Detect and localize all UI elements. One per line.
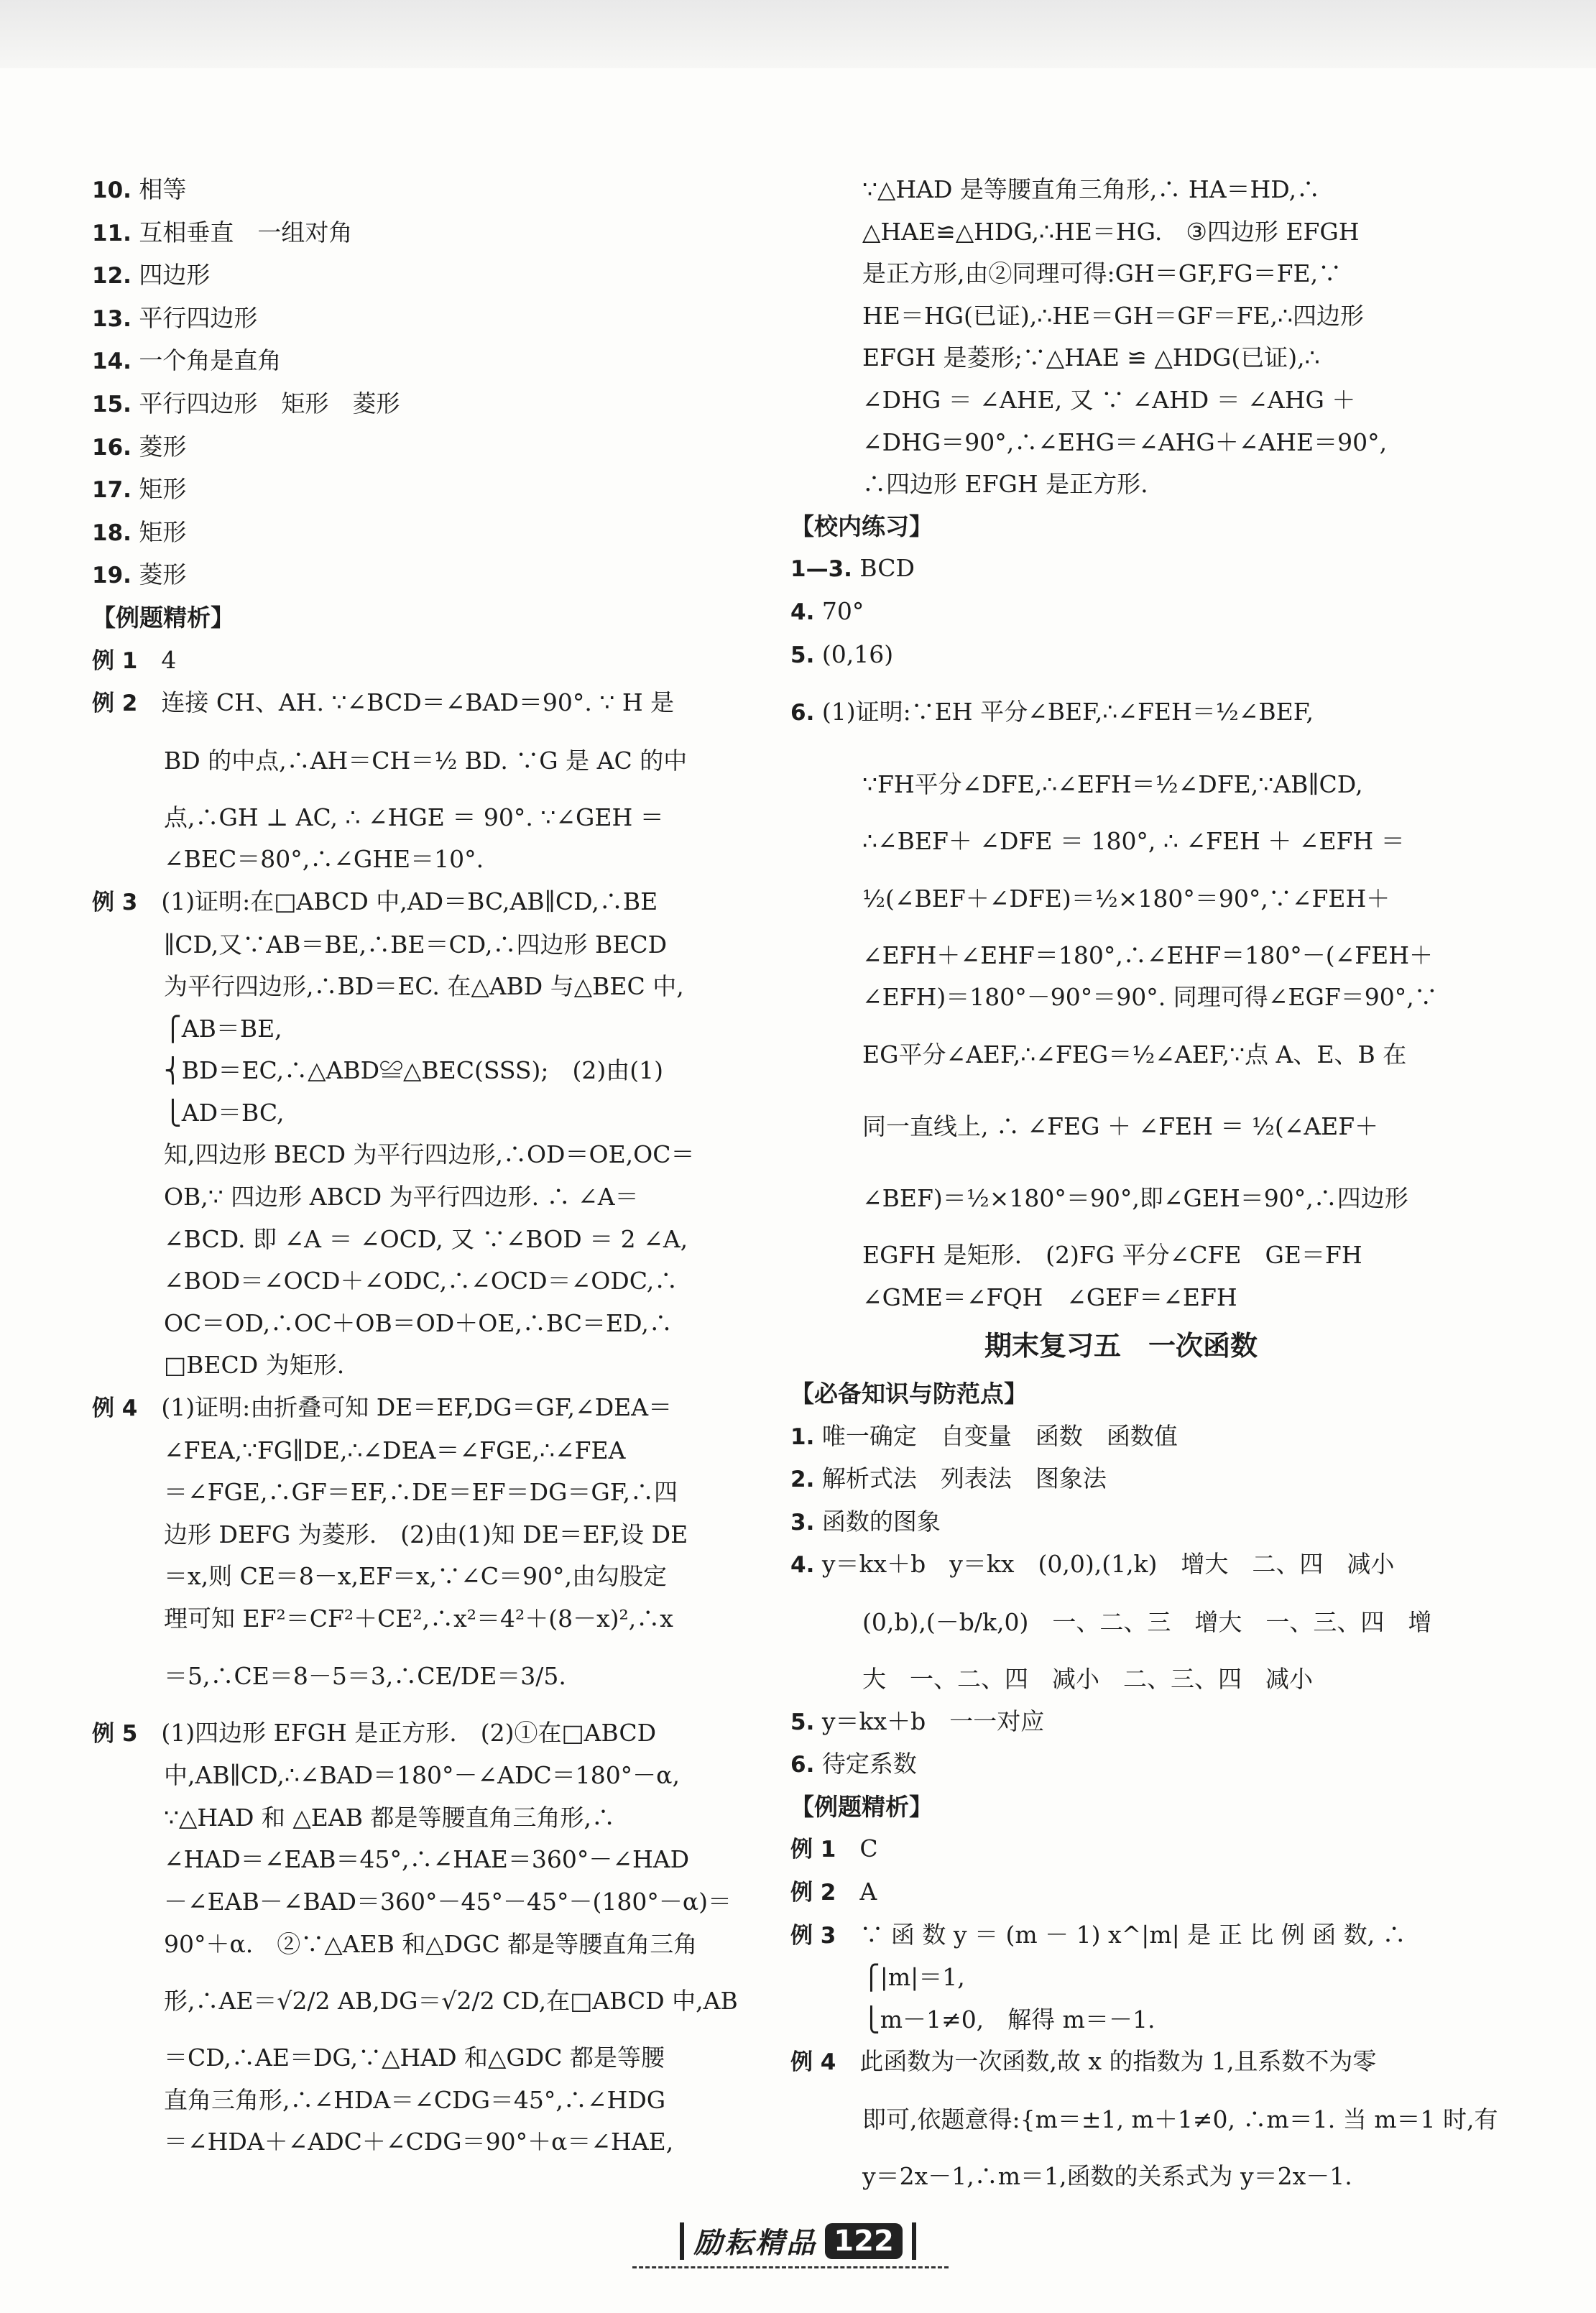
item-number: 例 4	[92, 1395, 138, 1422]
answer-line	[92, 797, 739, 839]
item-number: 18.	[92, 520, 132, 546]
item-number: 13.	[92, 305, 132, 332]
answer-line	[790, 2041, 1452, 2084]
answer-text: (1)四边形 EFGH 是正方形. (2)①在□ABCD	[137, 1718, 657, 1747]
answer-text: 此函数为一次函数,故 x 的指数为 1,且系数不为零	[836, 2047, 1377, 2076]
item-number: 12.	[92, 263, 132, 290]
answer-text: ∵△HAD 和 △EAB 都是等腰直角三角形,∴	[164, 1803, 615, 1832]
answer-line	[92, 725, 739, 797]
answer-line	[790, 1234, 1452, 1277]
answer-line	[92, 512, 739, 555]
answer-text: 知,四边形 BECD 为平行四边形,∴OD＝OE,OC＝	[164, 1140, 695, 1169]
right-column	[790, 169, 1498, 2198]
answer-line	[790, 634, 1452, 677]
answer-line	[790, 1277, 1452, 1319]
answer-line	[790, 935, 1452, 977]
answer-line	[92, 468, 739, 512]
answer-text: 直角三角形,∴∠HDA＝∠CDG＝45°,∴∠HDG	[164, 2085, 666, 2114]
item-number: 16.	[92, 434, 132, 461]
answer-line	[790, 1828, 1452, 1871]
answer-text: 菱形	[131, 560, 187, 589]
answer-text: HE＝HG(已证),∴HE＝GH＝GF＝FE,∴四边形	[862, 301, 1364, 330]
answer-text: 连接 CH、AH. ∵∠BCD＝∠BAD＝90°. ∵ H 是	[137, 688, 675, 717]
item-number: 15.	[92, 391, 132, 417]
answer-line	[790, 1091, 1452, 1163]
answer-text: 4	[137, 645, 177, 674]
answer-text: ＝∠FGE,∴GF＝EF,∴DE＝EF＝DG＝GF,∴四	[164, 1478, 678, 1507]
answer-text: ∠BEC＝80°,∴∠GHE＝10°.	[164, 845, 484, 874]
answer-line	[92, 1303, 739, 1345]
answer-line	[92, 2121, 739, 2164]
answer-text: ∠BEF)＝½×180°＝90°,即∠GEH＝90°,∴四边形	[862, 1183, 1408, 1212]
answer-line	[790, 337, 1452, 379]
answer-line	[92, 881, 739, 924]
answer-line	[92, 1598, 739, 1640]
answer-line	[790, 2084, 1498, 2156]
answer-text: 理可知 EF²＝CF²＋CE²,∴x²＝4²＋(8－x)²,∴x	[164, 1605, 673, 1633]
answer-line	[92, 1092, 739, 1135]
section-heading: 【例题精析】	[790, 1792, 933, 1821]
section-heading: 【例题精析】	[92, 603, 234, 632]
answer-line	[92, 383, 739, 426]
answer-text: C	[836, 1834, 878, 1863]
answer-line	[790, 1163, 1452, 1234]
item-number: 11.	[92, 220, 132, 246]
item-number: 6.	[790, 700, 815, 726]
item-number: 17.	[92, 477, 132, 504]
answer-line	[92, 1176, 739, 1219]
answer-text: (1)证明:∵EH 平分∠BEF,∴∠FEH＝½∠BEF,	[814, 698, 1314, 726]
answer-text: EFGH 是菱形;∵△HAE ≌ △HDG(已证),∴	[862, 343, 1320, 372]
answer-line	[92, 1219, 739, 1261]
answer-line	[92, 1008, 739, 1051]
item-number: 1—3.	[790, 556, 852, 583]
answer-text: (1)证明:由折叠可知 DE＝EF,DG＝GF,∠DEA＝	[137, 1393, 673, 1422]
answer-line	[790, 977, 1452, 1019]
answer-text: ∵ 函 数 y ＝ (m － 1) x^|m| 是 正 比 例 函 数, ∴	[836, 1920, 1406, 1949]
item-number: 4.	[790, 1552, 815, 1579]
answer-line	[790, 821, 1452, 863]
answer-text: ∠FEA,∵FG∥DE,∴∠DEA＝∠FGE,∴∠FEA	[164, 1436, 626, 1464]
page-footer	[0, 2220, 1596, 2261]
answer-line	[92, 1514, 739, 1556]
answer-line	[790, 1658, 1452, 1701]
item-number: 2.	[790, 1467, 815, 1493]
answer-text: OC＝OD,∴OC＋OB＝OD＋OE,∴BC＝ED,∴	[164, 1308, 673, 1337]
footer-bar-right	[912, 2222, 916, 2260]
answer-text: y＝2x－1,∴m＝1,函数的关系式为 y＝2x－1.	[862, 2162, 1352, 2190]
answer-text: 函数的图象	[814, 1507, 941, 1536]
answer-line	[92, 839, 739, 881]
answer-line	[92, 554, 739, 597]
answer-line	[790, 463, 1452, 506]
answer-text: (0,b),(－b/k,0) 一、二、三 增大 一、三、四 增	[862, 1608, 1432, 1637]
answer-text: 菱形	[131, 432, 187, 461]
answer-line	[790, 1743, 1452, 1786]
answer-text: 相等	[131, 175, 187, 203]
answer-text: BCD	[852, 554, 915, 583]
answer-text: ⎩m－1≠0, 解得 m＝－1.	[862, 2005, 1156, 2033]
answer-line	[92, 1881, 739, 1924]
answer-line	[92, 1797, 739, 1839]
answer-text: EG平分∠AEF,∴∠FEG＝½∠AEF,∵点 A、E、B 在	[862, 1040, 1407, 1068]
answer-text: (1)证明:在□ABCD 中,AD＝BC,AB∥CD,∴BE	[137, 887, 658, 915]
answer-text: ⎧|m|＝1,	[862, 1963, 965, 1992]
answer-text: ∠BOD＝∠OCD＋∠ODC,∴∠OCD＝∠ODC,∴	[164, 1267, 678, 1296]
answer-line	[92, 340, 739, 383]
footer-bar-left	[680, 2222, 684, 2260]
answer-text: 是正方形,由②同理可得:GH＝GF,FG＝FE,∵	[862, 259, 1342, 288]
item-number: 例 4	[790, 2049, 836, 2076]
answer-line	[92, 1712, 739, 1755]
answer-text: EGFH 是矩形. (2)FG 平分∠CFE GE＝FH	[862, 1240, 1362, 1269]
answer-text: ∵FH平分∠DFE,∴∠EFH＝½∠DFE,∵AB∥CD,	[862, 770, 1363, 799]
answer-text: 70°	[814, 596, 864, 625]
section-heading: 【校内练习】	[790, 512, 933, 540]
answer-line	[790, 1999, 1452, 2041]
answer-text: ∠DHG ＝ ∠AHE, 又 ∵ ∠AHD ＝ ∠AHG ＋	[862, 385, 1356, 414]
answer-line	[790, 2156, 1452, 2198]
answer-text: y＝kx＋b y＝kx (0,0),(1,k) 增大 二、四 减小	[814, 1550, 1395, 1579]
item-number: 14.	[92, 348, 132, 375]
answer-line	[790, 379, 1452, 422]
answer-text: 平行四边形	[131, 303, 258, 332]
answer-line	[92, 2079, 739, 2122]
item-number: 例 3	[790, 1922, 836, 1949]
answer-text: ∥CD,又∵AB＝BE,∴BE＝CD,∴四边形 BECD	[164, 930, 668, 959]
answer-text: 矩形	[131, 517, 187, 546]
scan-top-band	[0, 0, 1596, 68]
answer-text: y＝kx＋b 一一对应	[814, 1707, 1045, 1735]
answer-text: ∠EFH)＝180°－90°＝90°. 同理可得∠EGF＝90°,∵	[862, 983, 1438, 1012]
answer-line	[92, 169, 739, 212]
left-column	[92, 169, 739, 2164]
answer-line	[790, 1701, 1452, 1744]
footer-dashed-line	[632, 2266, 949, 2268]
answer-text: 为平行四边形,∴BD＝EC. 在△ABD 与△BEC 中,	[164, 972, 684, 1001]
answer-text: (0,16)	[814, 640, 894, 668]
answer-text: 中,AB∥CD,∴∠BAD＝180°－∠ADC＝180°－α,	[164, 1761, 680, 1790]
item-number: 4.	[790, 599, 815, 625]
answer-text: 一个角是直角	[131, 346, 282, 375]
item-number: 1.	[790, 1423, 815, 1450]
answer-text: ＝5,∴CE＝8－5＝3,∴CE/DE＝3/5.	[164, 1661, 566, 1690]
answer-text: ∠EFH＋∠EHF＝180°,∴∠EHF＝180°－(∠FEH＋	[862, 941, 1433, 969]
answer-text: ⎨BD＝EC,∴△ABD≌△BEC(SSS); (2)由(1)	[164, 1056, 664, 1085]
footer-brand: 励耘精品	[693, 2227, 818, 2260]
answer-text: ∵△HAD 是等腰直角三角形,∴ HA＝HD,∴	[862, 175, 1321, 203]
answer-line	[92, 1344, 739, 1387]
answer-line	[790, 749, 1452, 821]
answer-line	[92, 966, 739, 1008]
answer-text: 边形 DEFG 为菱形. (2)由(1)知 DE＝EF,设 DE	[164, 1520, 688, 1548]
answer-line	[92, 254, 739, 297]
answer-text: ＝CD,∴AE＝DG,∵△HAD 和△GDC 都是等腰	[164, 2044, 665, 2072]
answer-text: 互相垂直 一组对角	[131, 218, 353, 246]
item-number: 例 1	[790, 1837, 836, 1863]
answer-text: ∴四边形 EFGH 是正方形.	[862, 470, 1148, 499]
answer-line	[92, 1260, 739, 1303]
answer-line	[790, 1543, 1452, 1587]
answer-text: 四边形	[131, 261, 211, 290]
answer-line	[92, 682, 739, 725]
answer-line	[92, 426, 739, 469]
answer-text: 大 一、二、四 减小 二、三、四 减小	[862, 1665, 1313, 1694]
answer-text: ∠HAD＝∠EAB＝45°,∴∠HAE＝360°－∠HAD	[164, 1845, 690, 1874]
answer-line	[790, 422, 1452, 464]
answer-text: ＝x,则 CE＝8－x,EF＝x,∵∠C＝90°,由勾股定	[164, 1562, 667, 1591]
answer-text: 同一直线上, ∴ ∠FEG ＋ ∠FEH ＝ ½(∠AEF＋	[862, 1112, 1379, 1140]
answer-line	[790, 211, 1452, 254]
answer-text: 解析式法 列表法 图象法	[814, 1464, 1107, 1493]
answer-text: 点,∴GH ⊥ AC, ∴ ∠HGE ＝ 90°. ∵∠GEH ＝	[164, 803, 664, 831]
answer-text: □BECD 为矩形.	[164, 1351, 345, 1380]
answer-line	[790, 1871, 1452, 1914]
item-number: 例 2	[790, 1880, 836, 1906]
answer-line	[92, 1965, 739, 2037]
answer-text: 形,∴AE＝√2/2 AB,DG＝√2/2 CD,在□ABCD 中,AB	[164, 1987, 738, 2016]
answer-line	[790, 1957, 1452, 1999]
item-number: 6.	[790, 1752, 815, 1778]
answer-text: ⎧AB＝BE,	[164, 1014, 282, 1043]
answer-line	[92, 924, 739, 966]
answer-line	[790, 1019, 1452, 1091]
answer-line	[790, 1458, 1452, 1501]
answer-text: OB,∵ 四边形 ABCD 为平行四边形. ∴ ∠A＝	[164, 1183, 639, 1211]
item-number: 例 5	[92, 1720, 138, 1747]
answer-text: ∠GME＝∠FQH ∠GEF＝∠EFH	[862, 1283, 1237, 1311]
section-heading: 【必备知识与防范点】	[790, 1380, 1028, 1408]
answer-line	[92, 297, 739, 341]
answer-line	[92, 1755, 739, 1797]
answer-line	[92, 1050, 739, 1092]
answer-text: 唯一确定 自变量 函数 函数值	[814, 1421, 1178, 1450]
answer-line	[92, 2037, 739, 2079]
answer-line	[790, 1501, 1452, 1544]
answer-line	[92, 1640, 739, 1712]
answer-line	[92, 640, 739, 683]
answer-text: 待定系数	[814, 1750, 917, 1778]
answer-text: ∠BCD. 即 ∠A ＝ ∠OCD, 又 ∵∠BOD ＝ 2 ∠A,	[164, 1224, 688, 1253]
answer-line	[790, 253, 1452, 295]
answer-line	[790, 591, 1452, 634]
answer-line	[92, 1556, 739, 1598]
item-number: 10.	[92, 177, 132, 203]
page-number: 122	[825, 2223, 903, 2259]
answer-line	[790, 1914, 1452, 1957]
answer-text: △HAE≌△HDG,∴HE＝HG. ③四边形 EFGH	[862, 217, 1360, 246]
answer-line	[92, 212, 739, 255]
item-number: 例 2	[92, 691, 138, 717]
item-number: 例 1	[92, 647, 138, 674]
answer-line	[790, 548, 1452, 591]
answer-line	[790, 1416, 1452, 1459]
item-number: 例 3	[92, 889, 138, 915]
answer-text: ＝∠HDA＋∠ADC＋∠CDG＝90°＋α＝∠HAE,	[164, 2128, 674, 2156]
answer-line	[92, 1924, 739, 1966]
answer-text: A	[836, 1878, 877, 1906]
item-number: 3.	[790, 1509, 815, 1536]
item-number: 19.	[92, 563, 132, 589]
answer-line	[92, 1387, 739, 1430]
answer-text: 矩形	[131, 475, 187, 504]
answer-line	[790, 295, 1452, 338]
answer-text: ⎩AD＝BC,	[164, 1098, 285, 1127]
answer-line	[92, 1430, 739, 1472]
answer-line	[790, 676, 1452, 749]
answer-line	[790, 1587, 1452, 1658]
answer-text: 90°＋α. ②∵△AEB 和△DGC 都是等腰直角三角	[164, 1929, 698, 1958]
answer-text: ∴∠BEF＋ ∠DFE ＝ 180°, ∴ ∠FEH ＋ ∠EFH ＝	[862, 827, 1405, 856]
item-number: 5.	[790, 1709, 815, 1735]
answer-line	[92, 1134, 739, 1176]
answer-text: ½(∠BEF＋∠DFE)＝½×180°＝90°,∵∠FEH＋	[862, 884, 1390, 913]
answer-line	[92, 1839, 739, 1881]
answer-line	[790, 169, 1452, 211]
answer-text: ∠DHG＝90°,∴∠EHG＝∠AHG＋∠AHE＝90°,	[862, 428, 1388, 456]
answer-line	[92, 1472, 739, 1514]
answer-text: 平行四边形 矩形 菱形	[131, 389, 400, 417]
answer-text: 即可,依题意得:{m＝±1, m＋1≠0, ∴m＝1. 当 m＝1 时,有	[862, 2105, 1498, 2133]
answer-text: －∠EAB－∠BAD＝360°－45°－45°－(180°－α)＝	[164, 1887, 732, 1916]
answer-text: BD 的中点,∴AH＝CH＝½ BD. ∵G 是 AC 的中	[164, 746, 688, 775]
answer-line	[790, 863, 1452, 935]
item-number: 5.	[790, 642, 815, 668]
chapter-title: 期末复习五 一次函数	[984, 1330, 1258, 1362]
